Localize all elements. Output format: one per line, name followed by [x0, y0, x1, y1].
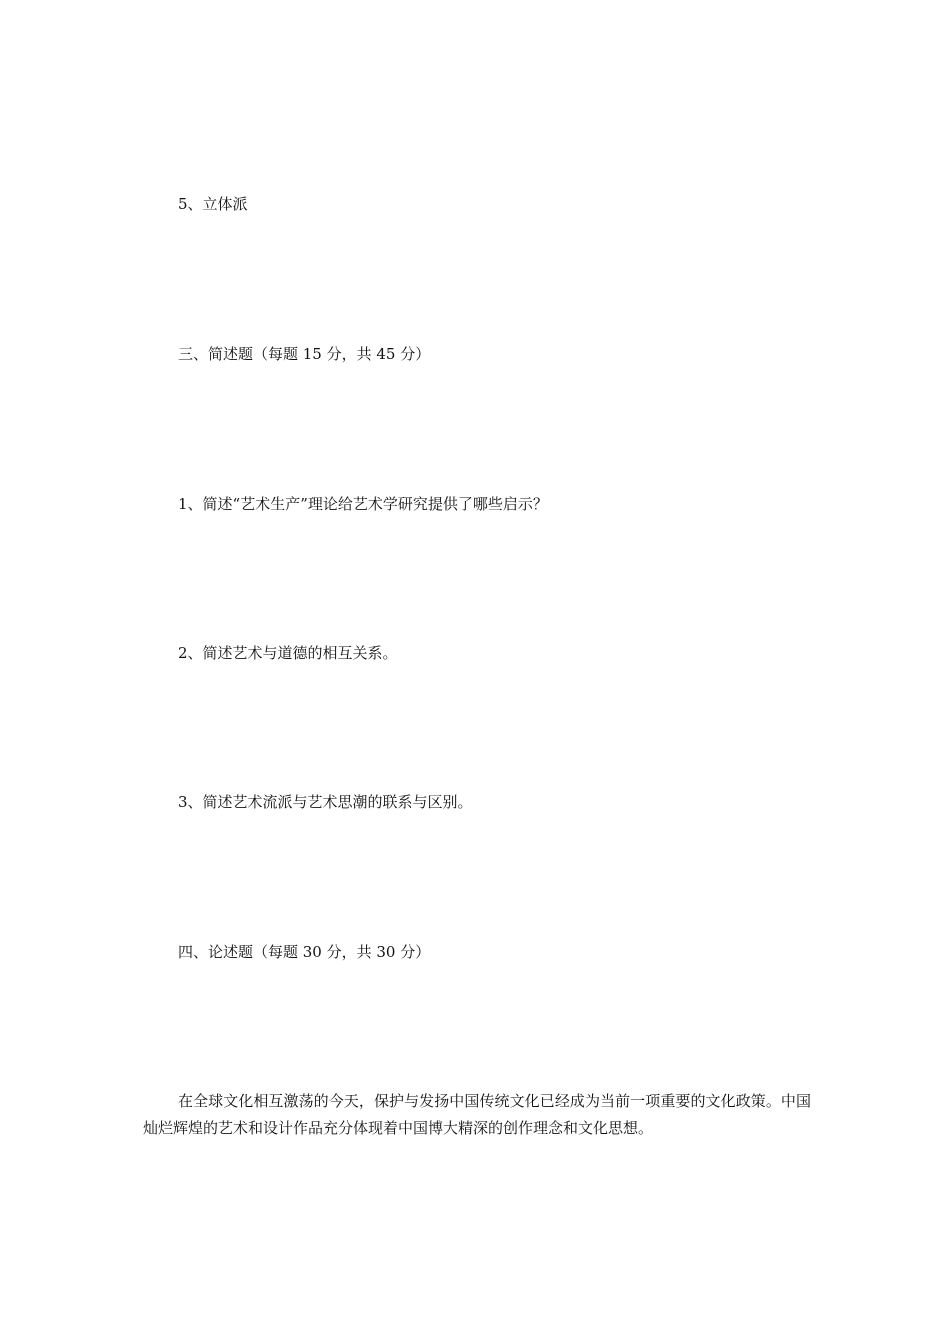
- question-1: 1、简述“艺术生产”理论给艺术学研究提供了哪些启示？: [178, 495, 548, 513]
- section-heading-short-answer: 三、简述题（每题 15 分，共 45 分）: [178, 345, 431, 363]
- essay-prompt-paragraph: 在全球文化相互激荡的今天，保护与发扬中国传统文化已经成为当前一项重要的文化政策。中国灿烂辉煌的艺术和设计作品充分体现着中国博大精深的创作理念和文化思想。: [143, 1092, 811, 1137]
- section-heading-essay: 四、论述题（每题 30 分，共 30 分）: [178, 943, 431, 961]
- term-item-cubism: 5、立体派: [178, 195, 248, 213]
- question-2: 2、简述艺术与道德的相互关系。: [178, 644, 398, 662]
- question-3: 3、简述艺术流派与艺术思潮的联系与区别。: [178, 793, 473, 811]
